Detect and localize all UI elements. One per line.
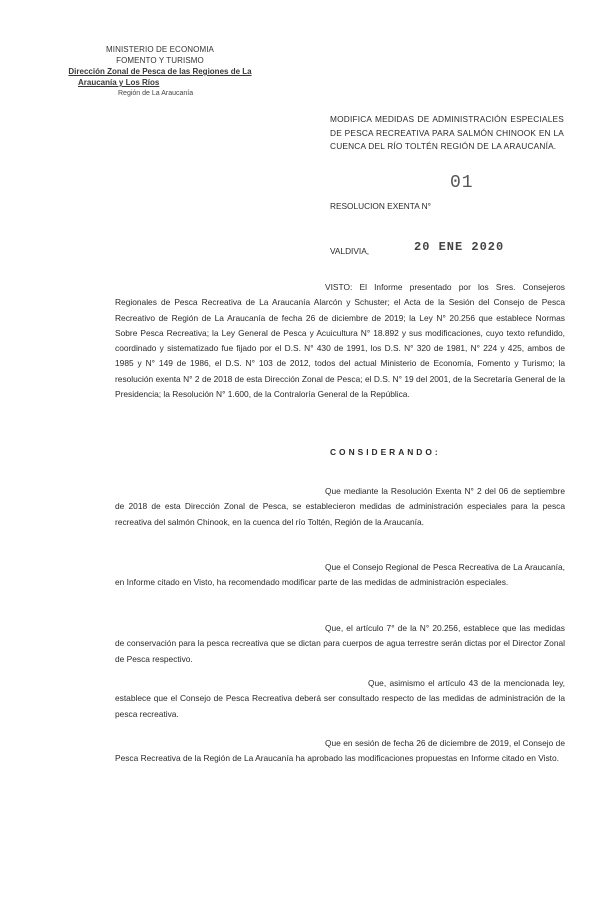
resolution-label: RESOLUCION EXENTA N° [330, 201, 431, 211]
region-name: Región de La Araucanía [118, 90, 194, 97]
considerando-paragraph-1: Que mediante la Resolución Exenta N° 2 del 06 de septiembre de 2018 de esta Dirección Zonal de Pesca, se establecieron medidas de administración especiales para la pesca recreativa del salmón Chinook, en la cuenca del río Toltén, Región de la Araucanía. [115, 486, 565, 527]
date-stamp: 20 ENE 2020 [414, 240, 505, 254]
ministry-name: MINISTERIO DE ECONOMIA [106, 45, 214, 54]
visto-text: El Informe presentado por los Sres. Consejeros Regionales de Pesca Recreativa de La Araucanía Alarcón y Schuster; el Acta de la Sesión del Consejo de Pesca Recreativo de Región de La Araucanía de fecha 26 de diciembre de 2019; la Ley N° 20.256 que establece Normas Sobre Pesca Recreativa; la Ley General de Pesca y Acuicultura N° 18.892 y sus modificaciones, cuyo texto refundido, coordinado y sistematizado fue fijado por el D.S. N° 430 de 1991, los D.S. N° 320 de 1981, N° 224 y 425, ambos de 1985 y N° 149 de 1986, el D.S. N° 103 de 2012, todos del actual Ministerio de Economía, Fomento y Turismo; la resolución exenta N° 2 de 2018 de esta Dirección Zonal de Pesca; el D.S. N° 19 del 2001, de la Secretaría General de la Presidencia; la Resolución N° 1.600, de la Contraloría General de la República. [115, 282, 565, 400]
resolution-number-stamp: 01 [450, 173, 474, 193]
considerando-paragraph-3: Que, el artículo 7° de la N° 20.256, establece que las medidas de conservación para la pesca recreativa que se dictan para cuerpos de agua terrestre serán dictas por el Director Zonal de Pesca respectivo. [115, 623, 565, 664]
letterhead [60, 44, 260, 99]
considerando-paragraph-4: Que, asimismo el artículo 43 de la mencionada ley, establece que el Consejo de Pesca Recreativa deberá ser consultado respecto de las medidas de administración de la pesca recreativa. [115, 678, 565, 719]
visto-lead: VISTO: [325, 282, 353, 292]
considerando-paragraph-2: Que el Consejo Regional de Pesca Recreativa de La Araucanía, en Informe citado en Visto, ha recomendado modificar parte de las medidas de administración especiales. [115, 562, 565, 588]
considerando-heading: CONSIDERANDO: [330, 447, 441, 457]
directorate-name: Dirección Zonal de Pesca de las Regiones de La [68, 67, 252, 76]
visto-paragraph [115, 280, 565, 402]
city-label: VALDIVIA, [330, 246, 370, 256]
ministry-name-line2: FOMENTO Y TURISMO [116, 56, 204, 65]
resolution-subject: MODIFICA MEDIDAS DE ADMINISTRACIÓN ESPECIALES DE PESCA RECREATIVA PARA SALMÓN CHINOOK EN LA CUENCA DEL RÍO TOLTÉN REGIÓN DE LA ARAUCANÍA. [330, 114, 564, 152]
directorate-name-line2: Araucanía y Los Ríos [78, 78, 160, 87]
considerando-paragraph-5: Que en sesión de fecha 26 de diciembre de 2019, el Consejo de Pesca Recreativa de la Región de La Araucanía ha aprobado las modificaciones propuestas en Informe citado en Visto. [115, 738, 565, 764]
